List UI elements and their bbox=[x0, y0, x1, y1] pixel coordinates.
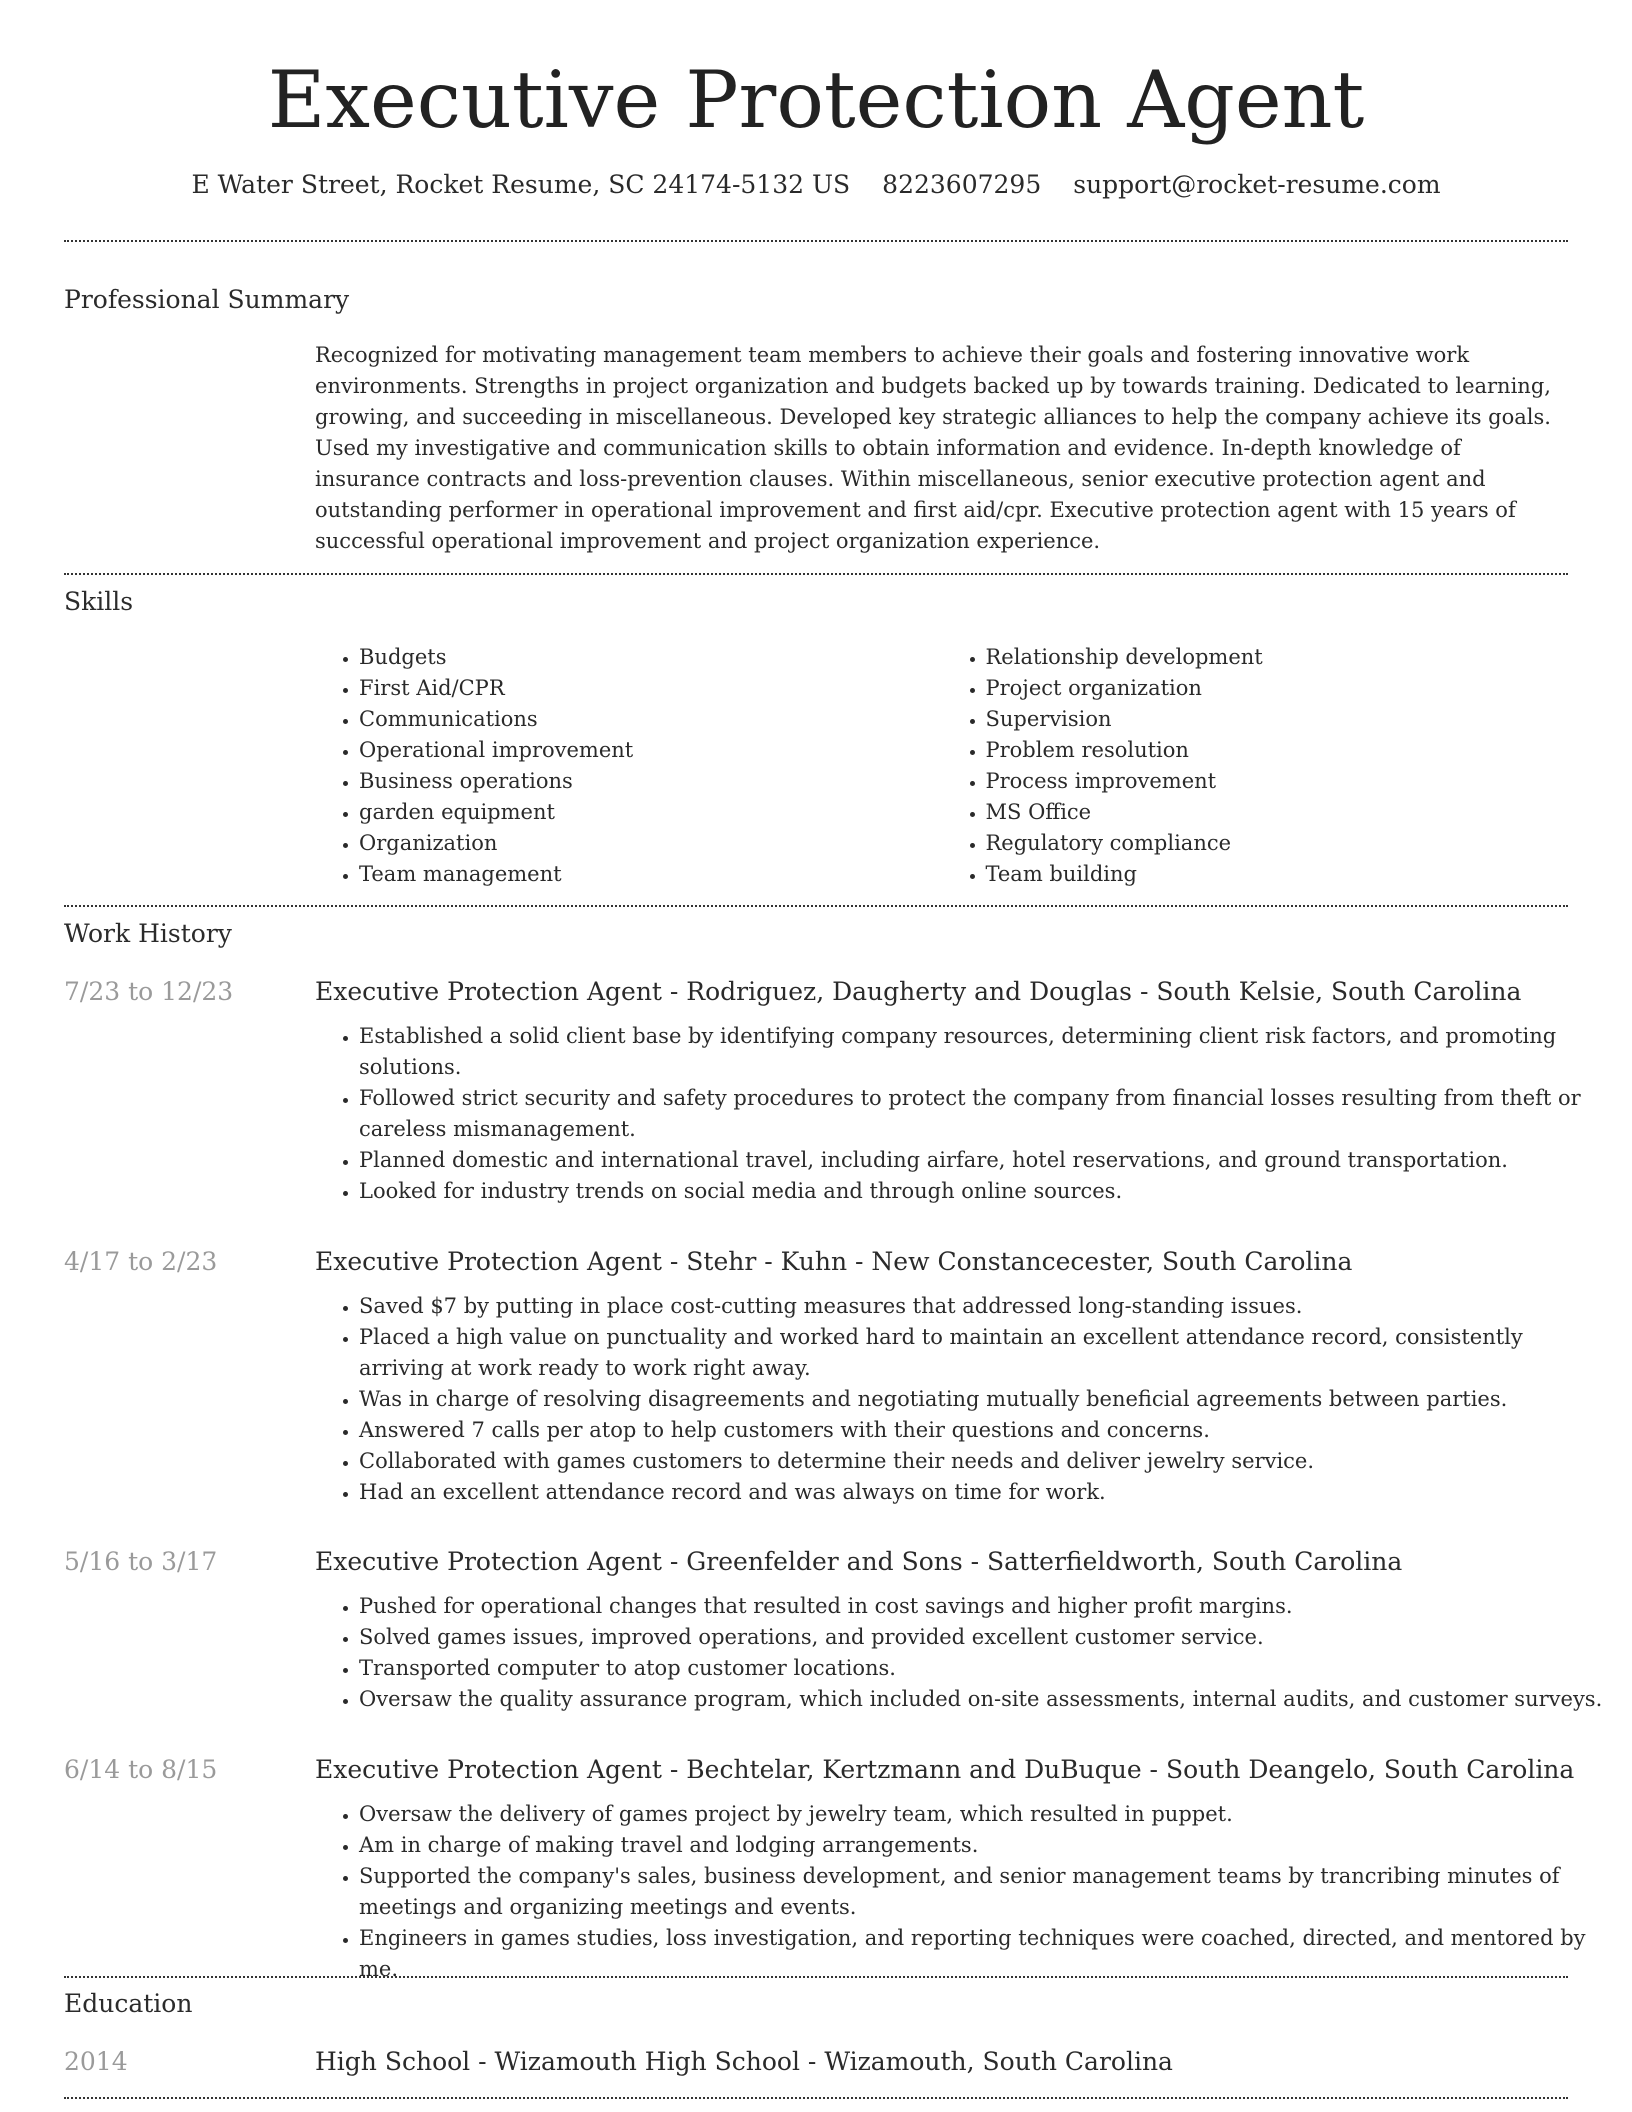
candidate-name: Executive Protection Agent bbox=[267, 54, 1365, 146]
job-bullet: • Was in charge of resolving disagreements and negotiating mutually beneficial agreements between parties. bbox=[359, 1384, 1612, 1415]
skill-item: • Communications bbox=[359, 704, 942, 735]
job-bullet: • Oversaw the delivery of games project by jewelry team, which resulted in puppet. bbox=[359, 1799, 1612, 1830]
job-bullets bbox=[315, 1591, 1612, 1715]
job-title: Executive Protection Agent - Stehr - Kuhn - New Constancecester, South Carolina bbox=[315, 1247, 1353, 1276]
summary-heading: Professional Summary bbox=[64, 285, 350, 314]
skill-item: • Operational improvement bbox=[359, 735, 942, 766]
work-heading: Work History bbox=[64, 919, 232, 948]
skills-section bbox=[315, 642, 1568, 890]
education-date: 2014 bbox=[64, 2047, 128, 2076]
skill-item: • First Aid/CPR bbox=[359, 673, 942, 704]
skill-item: • Project organization bbox=[986, 673, 1569, 704]
skill-item: • Relationship development bbox=[986, 642, 1569, 673]
job-bullets bbox=[315, 1799, 1612, 1985]
phone: 8223607295 bbox=[882, 170, 1042, 199]
skill-item: • Problem resolution bbox=[986, 735, 1569, 766]
job-bullet: • Transported computer to atop customer locations. bbox=[359, 1653, 1612, 1684]
job-bullet: • Placed a high value on punctuality and worked hard to maintain an excellent attendance record, consistently arriving at work ready to work right away. bbox=[359, 1322, 1612, 1384]
education-title: High School - Wizamouth High School - Wizamouth, South Carolina bbox=[315, 2047, 1173, 2076]
job-bullets bbox=[315, 1291, 1612, 1508]
job-bullet: • Established a solid client base by identifying company resources, determining client risk factors, and promoting solutions. bbox=[359, 1021, 1612, 1083]
email: support@rocket-resume.com bbox=[1073, 170, 1441, 199]
divider bbox=[64, 240, 1568, 242]
job-bullet: • Collaborated with games customers to determine their needs and deliver jewelry service. bbox=[359, 1446, 1612, 1477]
divider bbox=[64, 905, 1568, 907]
job-date: 7/23 to 12/23 bbox=[64, 977, 234, 1006]
skill-item: • garden equipment bbox=[359, 797, 942, 828]
job-title: Executive Protection Agent - Rodriguez, Daugherty and Douglas - South Kelsie, South Carolina bbox=[315, 977, 1522, 1006]
job-bullet: • Saved $7 by putting in place cost-cutting measures that addressed long-standing issues. bbox=[359, 1291, 1612, 1322]
skills-list-left bbox=[315, 642, 942, 890]
job-bullet: • Planned domestic and international travel, including airfare, hotel reservations, and ground transportation. bbox=[359, 1145, 1612, 1176]
skill-item: • Business operations bbox=[359, 766, 942, 797]
job-bullet: • Pushed for operational changes that resulted in cost savings and higher profit margins. bbox=[359, 1591, 1612, 1622]
job-date: 5/16 to 3/17 bbox=[64, 1547, 218, 1576]
skills-list-right bbox=[942, 642, 1569, 890]
skill-item: • Budgets bbox=[359, 642, 942, 673]
skill-item: • Organization bbox=[359, 828, 942, 859]
skill-item: • Team building bbox=[986, 859, 1569, 890]
job-bullets bbox=[315, 1021, 1612, 1207]
skill-item: • Supervision bbox=[986, 704, 1569, 735]
skills-heading: Skills bbox=[64, 587, 134, 616]
job-date: 6/14 to 8/15 bbox=[64, 1755, 218, 1784]
divider bbox=[64, 1976, 1568, 1978]
skill-item: • MS Office bbox=[986, 797, 1569, 828]
job-date: 4/17 to 2/23 bbox=[64, 1247, 218, 1276]
education-heading: Education bbox=[64, 1989, 193, 2018]
job-bullet: • Am in charge of making travel and lodging arrangements. bbox=[359, 1830, 1612, 1861]
address: E Water Street, Rocket Resume, SC 24174-5132 US bbox=[191, 170, 851, 199]
divider bbox=[64, 2097, 1568, 2099]
job-bullet: • Supported the company's sales, business development, and senior management teams by trancribing minutes of meetings and organizing meetings and events. bbox=[359, 1861, 1612, 1923]
job-bullet: • Solved games issues, improved operations, and provided excellent customer service. bbox=[359, 1622, 1612, 1653]
job-bullet: • Oversaw the quality assurance program, which included on-site assessments, internal audits, and customer surveys. bbox=[359, 1684, 1612, 1715]
skill-item: • Process improvement bbox=[986, 766, 1569, 797]
job-bullet: • Answered 7 calls per atop to help customers with their questions and concerns. bbox=[359, 1415, 1612, 1446]
job-title: Executive Protection Agent - Bechtelar, Kertzmann and DuBuque - South Deangelo, South Carolina bbox=[315, 1755, 1575, 1784]
summary-section bbox=[315, 340, 1568, 557]
divider bbox=[64, 573, 1568, 575]
job-bullet: • Looked for industry trends on social media and through online sources. bbox=[359, 1176, 1612, 1207]
job-bullet: • Followed strict security and safety procedures to protect the company from financial losses resulting from theft or careless mismanagement. bbox=[359, 1083, 1612, 1145]
contact-line bbox=[0, 168, 1632, 202]
job-title: Executive Protection Agent - Greenfelder and Sons - Satterfieldworth, South Carolina bbox=[315, 1547, 1403, 1576]
skill-item: • Team management bbox=[359, 859, 942, 890]
summary-text: Recognized for motivating management team members to achieve their goals and fostering innovative work environments. Strengths in project organization and budgets backed up by towards training. Dedicated to learning, growing, and succeeding in miscellaneous. Developed key strategic alliances to help the company achieve its goals. Used my investigative and communication skills to obtain information and evidence. In-depth knowledge of insurance contracts and loss-prevention clauses. Within miscellaneous, senior executive protection agent and outstanding performer in operational improvement and first aid/cpr. Executive protection agent with 15 years of successful operational improvement and project organization experience. bbox=[315, 343, 1551, 553]
job-bullet: • Engineers in games studies, loss investigation, and reporting techniques were coached, directed, and mentored by me. bbox=[359, 1923, 1612, 1985]
skill-item: • Regulatory compliance bbox=[986, 828, 1569, 859]
job-bullet: • Had an excellent attendance record and was always on time for work. bbox=[359, 1477, 1612, 1508]
